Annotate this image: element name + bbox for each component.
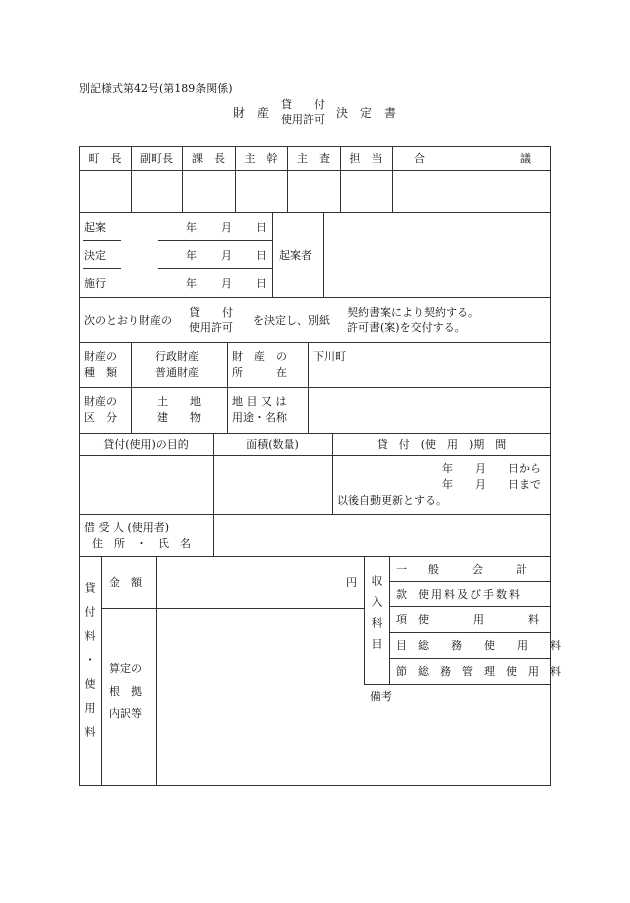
divider (364, 556, 365, 684)
class-building: 建 物 (157, 411, 201, 424)
title-upper: 貸 付 (281, 98, 325, 111)
decision-permit-doc: 許可書(案)を交付する。 (347, 321, 466, 334)
title-lower: 使用許可 (281, 113, 325, 126)
title-right: 決 定 書 (336, 106, 397, 120)
label-fee-vertical: 貸付料・使用料 (83, 582, 96, 750)
header-chief-clerk: 主 査 (297, 152, 330, 165)
divider (79, 433, 551, 434)
divider (227, 342, 228, 433)
header-consultation: 合 (414, 152, 425, 165)
kettei-day: 日 (256, 249, 267, 262)
divider (389, 581, 551, 582)
label-borrower-2: 住 所 ・ 氏 名 (92, 537, 191, 550)
header-period: 貸 付 (使 用 )期 間 (376, 438, 507, 451)
divider (83, 240, 121, 241)
divider (79, 556, 551, 557)
divider (101, 556, 102, 786)
label-property-class-2: 区 分 (84, 411, 117, 424)
label-drafter: 起案者 (279, 249, 312, 262)
label-basis-1: 算定の (109, 662, 142, 675)
label-basis-3: 内訳等 (109, 707, 142, 720)
shiko-day: 日 (256, 277, 267, 290)
period-to: 年 月 日まで (442, 478, 541, 491)
location-value: 下川町 (313, 350, 346, 363)
divider (131, 342, 132, 433)
divider (308, 342, 309, 433)
header-area: 面積(数量) (246, 438, 299, 451)
decision-option-lease: 貸 付 (189, 306, 233, 319)
income-value-kan: 使用料及び手数料 (418, 588, 522, 601)
header-section-chief: 課 長 (192, 152, 225, 165)
label-income-vertical: 収入科目 (370, 575, 383, 659)
title-left: 財 産 (233, 106, 270, 120)
header-senior-officer: 主 幹 (244, 152, 278, 165)
divider (272, 212, 273, 297)
label-property-kind-1: 財産の (84, 350, 117, 363)
income-key-moku: 目 (396, 639, 407, 652)
kettei-year: 年 (186, 249, 197, 262)
form-reference: 別記様式第42号(第189条関係) (79, 82, 233, 95)
header-in-charge: 担 当 (349, 152, 383, 165)
label-location-2: 所 在 (232, 366, 287, 379)
divider (213, 514, 214, 556)
decision-option-permit: 使用許可 (189, 321, 233, 334)
divider (323, 212, 324, 297)
kind-general: 普通財産 (155, 366, 199, 379)
divider (389, 606, 551, 607)
income-key-kou: 項 (396, 613, 407, 626)
income-key-kan: 款 (396, 588, 407, 601)
decision-contract: 契約書案により契約する。 (347, 306, 479, 319)
label-remarks: 備考 (370, 690, 392, 703)
label-amount: 金 額 (109, 576, 142, 589)
divider (83, 268, 121, 269)
label-kettei: 決定 (84, 249, 106, 262)
class-land: 土 地 (157, 395, 201, 408)
header-consultation-right: 議 (520, 152, 531, 165)
divider (101, 608, 364, 609)
label-location-1: 財 産 の (232, 350, 287, 363)
label-property-class-1: 財産の (84, 395, 117, 408)
income-value-kou: 使 用 料 (418, 613, 539, 626)
header-mayor: 町 長 (88, 152, 122, 165)
divider (158, 240, 272, 241)
header-purpose: 貸付(使用)の目的 (103, 438, 189, 451)
kian-year: 年 (186, 221, 197, 234)
divider (79, 212, 551, 213)
label-shiko: 施行 (84, 277, 106, 290)
yen-unit: 円 (346, 576, 357, 589)
label-property-kind-2: 種 類 (84, 366, 117, 379)
period-from: 年 月 日から (442, 462, 541, 475)
divider (79, 387, 551, 388)
income-key-setsu: 節 (396, 665, 407, 678)
shiko-year: 年 (186, 277, 197, 290)
income-value-moku: 総 務 使 用 料 (418, 639, 561, 652)
divider (389, 632, 551, 633)
divider (79, 455, 551, 456)
label-borrower-1: 借 受 人 (使用者) (84, 521, 170, 534)
income-value-general: 般 会 計 (428, 563, 527, 576)
header-deputy-mayor: 副町長 (140, 152, 173, 165)
income-value-setsu: 総 務 管 理 使 用 料 (418, 665, 561, 678)
income-key-general: 一 (396, 563, 407, 576)
kettei-month: 月 (221, 249, 232, 262)
label-land-use-2: 用途・名称 (232, 411, 287, 424)
divider (392, 146, 393, 212)
kian-month: 月 (221, 221, 232, 234)
decision-middle: を決定し、別紙 (253, 314, 330, 327)
divider (156, 556, 157, 786)
period-auto-renew: 以後自動更新とする。 (337, 494, 447, 507)
kian-day: 日 (256, 221, 267, 234)
label-kian: 起案 (84, 221, 106, 234)
label-land-use-1: 地 目 又 は (232, 395, 287, 408)
divider (79, 514, 551, 515)
label-basis-2: 根 拠 (109, 685, 142, 698)
shiko-month: 月 (221, 277, 232, 290)
divider (389, 658, 551, 659)
divider (389, 556, 390, 684)
divider (79, 170, 551, 171)
kind-administrative: 行政財産 (155, 350, 199, 363)
decision-prefix: 次のとおり財産の (84, 314, 172, 327)
divider (79, 297, 551, 298)
divider (158, 268, 272, 269)
divider (364, 684, 551, 685)
divider (79, 342, 551, 343)
